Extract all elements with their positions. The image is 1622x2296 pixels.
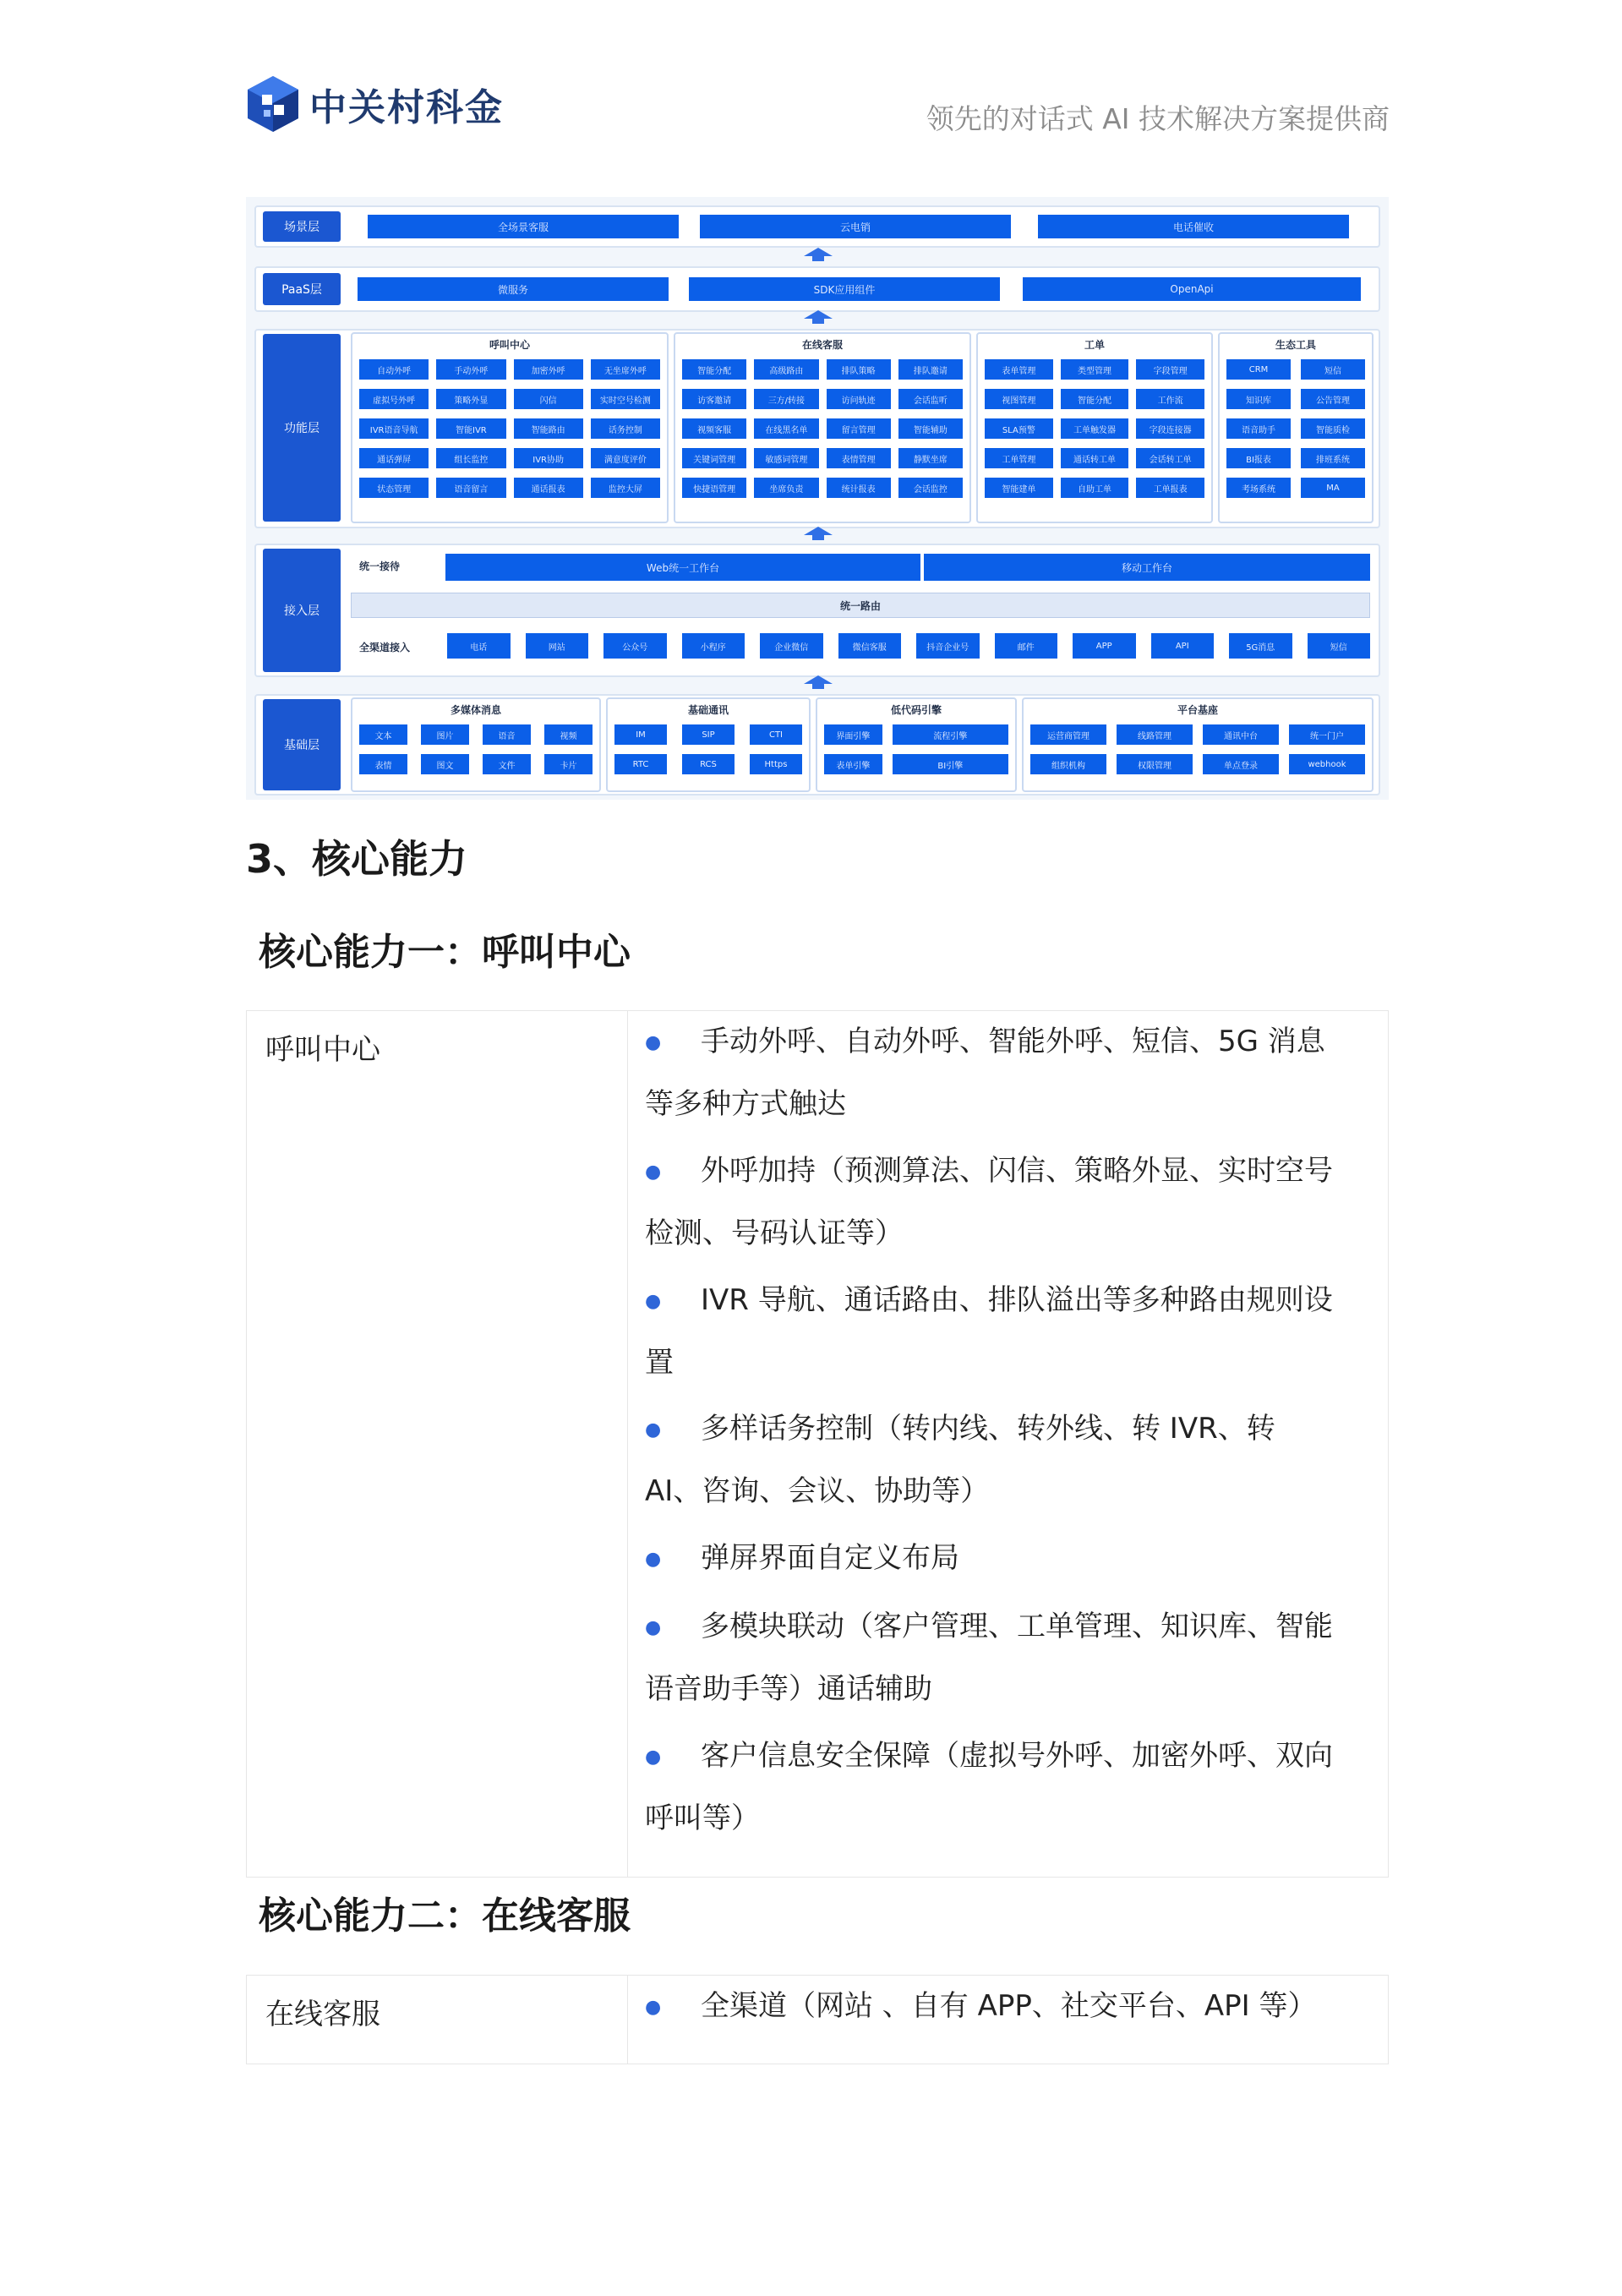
feature-chip: 关键词管理 — [682, 448, 746, 468]
feature-chip: 闪信 — [514, 389, 583, 409]
paas-layer-label: PaaS层 — [263, 273, 341, 305]
up-arrow-icon — [804, 248, 833, 261]
feature-chip: 快捷语管理 — [682, 478, 746, 498]
base-chip: 单点登录 — [1203, 754, 1279, 774]
feature-chip: 会话转工单 — [1136, 448, 1204, 468]
paas-layer — [254, 266, 1380, 312]
base-layer — [254, 694, 1380, 795]
scene-layer-label: 场景层 — [263, 211, 341, 242]
capability-1-right-cell — [628, 1011, 1388, 1877]
eco-tools-items — [1226, 359, 1365, 498]
bullet-line: 弹屏界面自定义布局 — [701, 1541, 959, 1575]
capability-1-left-cell — [247, 1011, 628, 1877]
group-title: 呼叫中心 — [489, 339, 530, 351]
bullet-dot-icon: ● — [645, 1419, 662, 1440]
feature-chip: BI报表 — [1226, 448, 1291, 468]
capability-1-table — [246, 1010, 1389, 1878]
base-chip: Https — [750, 754, 802, 774]
feature-chip: 工单触发器 — [1061, 418, 1129, 439]
function-layer-label: 功能层 — [263, 334, 341, 522]
feature-chip: 访问轨迹 — [827, 389, 891, 409]
bullet-dot-icon: ● — [645, 1290, 662, 1312]
base-group-multimedia — [351, 697, 601, 792]
feature-chip: 策略外显 — [436, 389, 505, 409]
function-group-ticket — [976, 332, 1213, 523]
bullet-line: 检测、号码认证等） — [645, 1216, 904, 1250]
base-group-platform — [1022, 697, 1374, 792]
bullet-item — [645, 1011, 1374, 1134]
group-title: 工单 — [1084, 339, 1105, 351]
paas-item: OpenApi — [1023, 277, 1361, 301]
group-title: 基础通讯 — [687, 704, 729, 716]
base-chip: 运营商管理 — [1030, 724, 1106, 745]
communication-items — [614, 724, 802, 774]
feature-chip: 智能质检 — [1301, 418, 1365, 439]
channel-chip: 电话 — [447, 633, 511, 659]
bullet-line: 外呼加持（预测算法、闪信、策略外显、实时空号 — [701, 1154, 1333, 1188]
base-chip: 表情 — [359, 754, 407, 774]
base-group-lowcode — [816, 697, 1017, 792]
base-chip: CTI — [750, 724, 802, 745]
bullet-item — [645, 1140, 1374, 1264]
access-layer — [254, 544, 1380, 677]
function-group-online-service — [674, 332, 971, 523]
architecture-diagram — [246, 197, 1389, 800]
feature-chip: 通话转工单 — [1061, 448, 1129, 468]
feature-chip: 坐席负责 — [754, 478, 818, 498]
feature-chip: 排队邀请 — [898, 359, 963, 380]
base-chip: 文件 — [483, 754, 531, 774]
feature-chip: 高级路由 — [754, 359, 818, 380]
feature-chip: 在线黑名单 — [754, 418, 818, 439]
channel-chip: 5G消息 — [1229, 633, 1292, 659]
web-workbench-bar: Web统一工作台 — [445, 554, 920, 581]
base-chip: 语音 — [483, 724, 531, 745]
bullet-line: 置 — [645, 1345, 674, 1380]
feature-chip: 智能分配 — [682, 359, 746, 380]
capability-2-title: 核心能力二：在线客服 — [259, 1894, 631, 1938]
feature-chip: 视图管理 — [985, 389, 1053, 409]
function-group-eco-tools — [1218, 332, 1374, 523]
feature-chip: 话务控制 — [591, 418, 660, 439]
channel-chip: 网站 — [526, 633, 589, 659]
scene-item: 云电销 — [700, 215, 1011, 238]
up-arrow-icon — [804, 675, 833, 689]
bullet-line: 多样话务控制（转内线、转外线、转 IVR、转 — [701, 1412, 1275, 1446]
base-chip: 卡片 — [544, 754, 593, 774]
feature-chip: 工单报表 — [1136, 478, 1204, 498]
feature-chip: 加密外呼 — [514, 359, 583, 380]
bullet-line: 客户信息安全保障（虚拟号外呼、加密外呼、双向 — [701, 1739, 1333, 1773]
feature-chip: 视频客服 — [682, 418, 746, 439]
group-title: 平台基座 — [1177, 704, 1218, 716]
feature-chip: 静默坐席 — [898, 448, 963, 468]
up-arrow-icon — [804, 527, 833, 540]
group-title: 低代码引擎 — [890, 704, 942, 716]
channel-chip: 小程序 — [682, 633, 745, 659]
bullet-line: 全渠道（网站 、自有 APP、社交平台、API 等） — [701, 1989, 1317, 2023]
bullet-line: 呼叫等） — [645, 1801, 760, 1835]
channel-chip: 抖音企业号 — [916, 633, 980, 659]
feature-chip: 排队策略 — [827, 359, 891, 380]
capability-1-name: 呼叫中心 — [265, 1033, 380, 1067]
feature-chip: 表情管理 — [827, 448, 891, 468]
base-chip: 统一门户 — [1289, 724, 1365, 745]
feature-chip: 公告管理 — [1301, 389, 1365, 409]
feature-chip: 类型管理 — [1061, 359, 1129, 380]
bullet-item — [645, 1976, 1374, 2038]
bullet-dot-icon: ● — [645, 1996, 662, 2018]
base-chip: 图片 — [421, 724, 469, 745]
feature-chip: 会话监听 — [898, 389, 963, 409]
feature-chip: 统计报表 — [827, 478, 891, 498]
feature-chip: MA — [1301, 478, 1365, 498]
feature-chip: 语音助手 — [1226, 418, 1291, 439]
bullet-item — [645, 1398, 1374, 1522]
feature-chip: 字段管理 — [1136, 359, 1204, 380]
feature-chip: 三方/转接 — [754, 389, 818, 409]
base-chip: RTC — [614, 754, 667, 774]
scene-item: 全场景客服 — [368, 215, 679, 238]
base-chip: 文本 — [359, 724, 407, 745]
base-chip: 图文 — [421, 754, 469, 774]
feature-chip: 会话监控 — [898, 478, 963, 498]
feature-chip: 自助工单 — [1061, 478, 1129, 498]
channel-chip: 公众号 — [603, 633, 667, 659]
unified-routing-label: 统一路由 — [839, 599, 881, 612]
feature-chip: 智能IVR — [436, 418, 505, 439]
scene-item: 电话催收 — [1038, 215, 1349, 238]
bullet-line: 手动外呼、自动外呼、智能外呼、短信、5G 消息 — [701, 1025, 1325, 1058]
feature-chip: 通话报表 — [514, 478, 583, 498]
omni-channel-label: 全渠道接入 — [359, 642, 411, 653]
base-chip: BI引擎 — [893, 754, 1008, 774]
up-arrow-icon — [804, 310, 833, 324]
feature-chip: IVR语音导航 — [359, 418, 429, 439]
bullet-line: 语音助手等）通话辅助 — [645, 1671, 932, 1706]
base-chip: 视频 — [544, 724, 593, 745]
capability-2-right-cell — [628, 1976, 1388, 2064]
channel-chip: 企业微信 — [760, 633, 823, 659]
feature-chip: 状态管理 — [359, 478, 429, 498]
base-group-communication — [606, 697, 811, 792]
group-title: 在线客服 — [801, 339, 843, 351]
channel-chip: APP — [1073, 633, 1136, 659]
feature-chip: 知识库 — [1226, 389, 1291, 409]
header-tagline: 领先的对话式 AI 技术解决方案提供商 — [926, 102, 1390, 135]
channel-list — [447, 633, 1370, 659]
feature-chip: 排班系统 — [1301, 448, 1365, 468]
bullet-line: AI、咨询、会议、协助等） — [645, 1473, 990, 1508]
online-service-items — [682, 359, 963, 498]
lowcode-items — [824, 724, 1008, 774]
feature-chip: 组长监控 — [436, 448, 505, 468]
feature-chip: CRM — [1226, 359, 1291, 380]
feature-chip: 考场系统 — [1226, 478, 1291, 498]
brand-name: 中关村科金 — [309, 86, 504, 129]
feature-chip: 智能建单 — [985, 478, 1053, 498]
capability-2-name: 在线客服 — [265, 1998, 380, 2031]
base-chip: RCS — [682, 754, 735, 774]
feature-chip: IVR协助 — [514, 448, 583, 468]
base-chip: webhook — [1289, 754, 1365, 774]
bullet-dot-icon: ● — [645, 1746, 662, 1768]
ticket-items — [985, 359, 1204, 498]
bullet-dot-icon: ● — [645, 1161, 662, 1183]
feature-chip: 自动外呼 — [359, 359, 429, 380]
bullet-dot-icon: ● — [645, 1616, 662, 1638]
company-logo — [245, 74, 504, 134]
mobile-workbench-bar: 移动工作台 — [924, 554, 1370, 581]
bullet-line: 等多种方式触达 — [645, 1086, 846, 1121]
feature-chip: 虚拟号外呼 — [359, 389, 429, 409]
bullet-item — [645, 1596, 1374, 1719]
function-group-call-center — [351, 332, 669, 523]
group-title: 生态工具 — [1275, 339, 1316, 351]
base-layer-label: 基础层 — [263, 699, 341, 790]
bullet-dot-icon: ● — [645, 1548, 662, 1570]
channel-chip: API — [1151, 633, 1215, 659]
platform-items — [1030, 724, 1365, 774]
call-center-items — [359, 359, 660, 498]
base-chip: 权限管理 — [1117, 754, 1193, 774]
feature-chip: 语音留言 — [436, 478, 505, 498]
base-chip: 界面引擎 — [824, 724, 882, 745]
feature-chip: 智能分配 — [1061, 389, 1129, 409]
feature-chip: 智能路由 — [514, 418, 583, 439]
feature-chip: 表单管理 — [985, 359, 1053, 380]
base-chip: IM — [614, 724, 667, 745]
capability-2-left-cell — [247, 1976, 628, 2064]
feature-chip: 短信 — [1301, 359, 1365, 380]
bullet-item — [645, 1528, 1374, 1590]
function-layer — [254, 329, 1380, 528]
feature-chip: 监控大屏 — [591, 478, 660, 498]
capability-2-table — [246, 1975, 1389, 2064]
group-title: 多媒体消息 — [450, 704, 501, 716]
access-layer-label: 接入层 — [263, 549, 341, 672]
feature-chip: 留言管理 — [827, 418, 891, 439]
channel-chip: 邮件 — [995, 633, 1058, 659]
bullet-item — [645, 1725, 1374, 1849]
bullet-line: 多模块联动（客户管理、工单管理、知识库、智能 — [701, 1610, 1333, 1643]
feature-chip: 工作流 — [1136, 389, 1204, 409]
feature-chip: 手动外呼 — [436, 359, 505, 380]
multimedia-items — [359, 724, 593, 774]
feature-chip: 无坐席外呼 — [591, 359, 660, 380]
channel-chip: 微信客服 — [838, 633, 902, 659]
feature-chip: 满意度评价 — [591, 448, 660, 468]
logo-cube-icon — [245, 74, 301, 134]
bullet-line: IVR 导航、通话路由、排队溢出等多种路由规则设 — [701, 1283, 1333, 1317]
base-chip: 表单引擎 — [824, 754, 882, 774]
bullet-item — [645, 1270, 1374, 1393]
channel-chip: 短信 — [1308, 633, 1371, 659]
base-chip: 线路管理 — [1117, 724, 1193, 745]
feature-chip: 实时空号检测 — [591, 389, 660, 409]
paas-item: 微服务 — [358, 277, 669, 301]
section-title: 3、核心能力 — [246, 836, 468, 882]
unified-routing-bar — [351, 593, 1370, 618]
feature-chip: 访客邀请 — [682, 389, 746, 409]
feature-chip: 字段连接器 — [1136, 418, 1204, 439]
base-chip: 组织机构 — [1030, 754, 1106, 774]
feature-chip: 工单管理 — [985, 448, 1053, 468]
feature-chip: SLA预警 — [985, 418, 1053, 439]
paas-item: SDK应用组件 — [689, 277, 1000, 301]
base-chip: 流程引擎 — [893, 724, 1008, 745]
unified-reception-label: 统一接待 — [359, 560, 401, 572]
feature-chip: 敏感词管理 — [754, 448, 818, 468]
feature-chip: 智能辅助 — [898, 418, 963, 439]
base-chip: 通讯中台 — [1203, 724, 1279, 745]
bullet-dot-icon: ● — [645, 1031, 662, 1053]
feature-chip: 通话弹屏 — [359, 448, 429, 468]
base-chip: SIP — [682, 724, 735, 745]
scene-layer — [254, 205, 1380, 248]
capability-1-title: 核心能力一：呼叫中心 — [259, 931, 631, 974]
